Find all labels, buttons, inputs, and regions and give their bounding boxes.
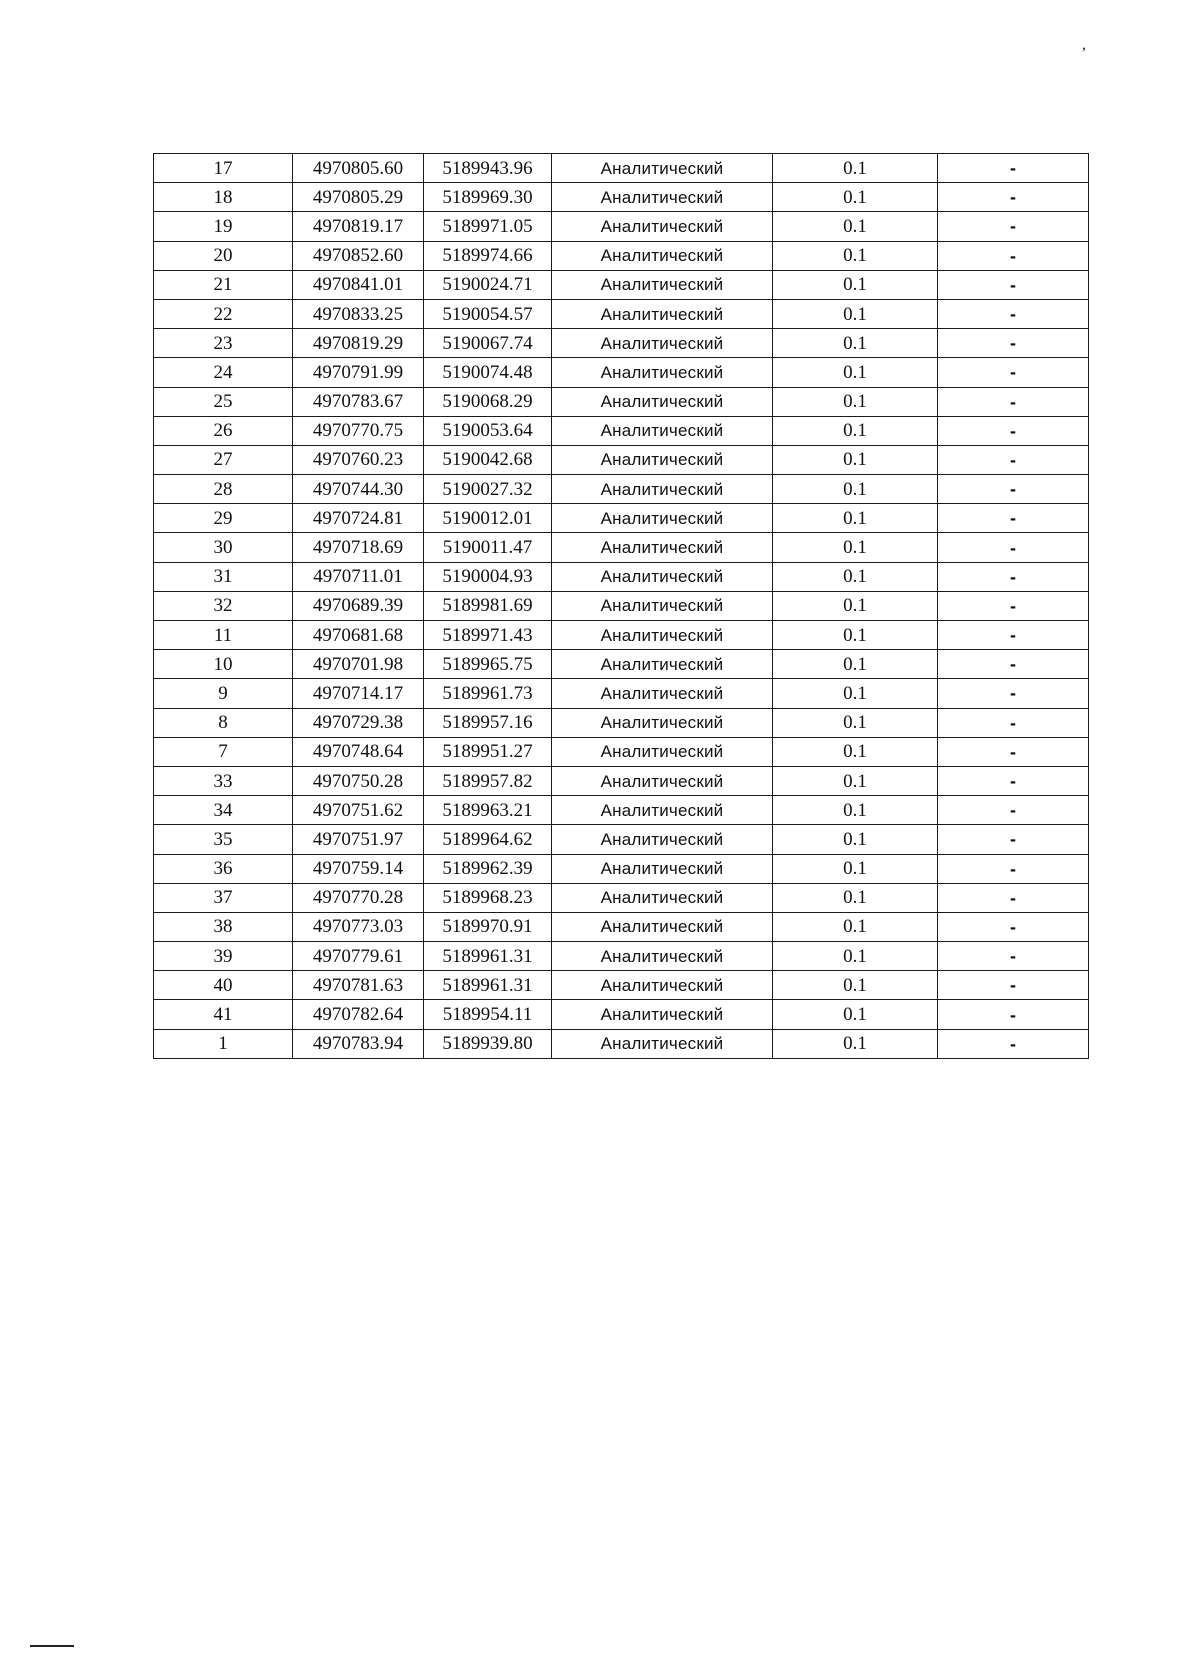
table-row — [154, 766, 1089, 795]
table-row — [154, 270, 1089, 299]
table-row — [154, 971, 1089, 1000]
x-coordinate-cell: 4970779.61 — [293, 942, 424, 971]
note-cell: - — [938, 445, 1089, 474]
note-cell: - — [938, 737, 1089, 766]
y-coordinate-cell: 5190068.29 — [424, 387, 552, 416]
point-number-cell: 1 — [154, 1029, 293, 1058]
method-cell: Аналитический — [552, 621, 773, 650]
table-row — [154, 416, 1089, 445]
note-cell: - — [938, 416, 1089, 445]
accuracy-cell: 0.1 — [773, 825, 938, 854]
method-cell: Аналитический — [552, 766, 773, 795]
point-number-cell: 33 — [154, 766, 293, 795]
y-coordinate-cell: 5190053.64 — [424, 416, 552, 445]
note-cell: - — [938, 504, 1089, 533]
y-coordinate-cell: 5190011.47 — [424, 533, 552, 562]
note-cell: - — [938, 475, 1089, 504]
table-row — [154, 387, 1089, 416]
point-number-cell: 10 — [154, 650, 293, 679]
y-coordinate-cell: 5190027.32 — [424, 475, 552, 504]
x-coordinate-cell: 4970681.68 — [293, 621, 424, 650]
x-coordinate-cell: 4970782.64 — [293, 1000, 424, 1029]
table-row — [154, 504, 1089, 533]
point-number-cell: 20 — [154, 241, 293, 270]
table-row — [154, 825, 1089, 854]
table-row — [154, 912, 1089, 941]
method-cell: Аналитический — [552, 737, 773, 766]
table-row — [154, 650, 1089, 679]
x-coordinate-cell: 4970701.98 — [293, 650, 424, 679]
point-number-cell: 19 — [154, 212, 293, 241]
table-row — [154, 562, 1089, 591]
point-number-cell: 11 — [154, 621, 293, 650]
point-number-cell: 8 — [154, 708, 293, 737]
x-coordinate-cell: 4970711.01 — [293, 562, 424, 591]
point-number-cell: 32 — [154, 591, 293, 620]
footnote-rule — [30, 1645, 74, 1647]
x-coordinate-cell: 4970759.14 — [293, 854, 424, 883]
note-cell: - — [938, 854, 1089, 883]
accuracy-cell: 0.1 — [773, 212, 938, 241]
table-row — [154, 241, 1089, 270]
accuracy-cell: 0.1 — [773, 445, 938, 474]
y-coordinate-cell: 5189981.69 — [424, 591, 552, 620]
table-row — [154, 475, 1089, 504]
accuracy-cell: 0.1 — [773, 796, 938, 825]
y-coordinate-cell: 5189971.43 — [424, 621, 552, 650]
accuracy-cell: 0.1 — [773, 329, 938, 358]
accuracy-cell: 0.1 — [773, 1029, 938, 1058]
table-row — [154, 329, 1089, 358]
point-number-cell: 41 — [154, 1000, 293, 1029]
method-cell: Аналитический — [552, 1029, 773, 1058]
note-cell: - — [938, 621, 1089, 650]
table-row — [154, 591, 1089, 620]
note-cell: - — [938, 971, 1089, 1000]
note-cell: - — [938, 708, 1089, 737]
table-row — [154, 854, 1089, 883]
x-coordinate-cell: 4970791.99 — [293, 358, 424, 387]
y-coordinate-cell: 5190012.01 — [424, 504, 552, 533]
y-coordinate-cell: 5190042.68 — [424, 445, 552, 474]
point-number-cell: 30 — [154, 533, 293, 562]
accuracy-cell: 0.1 — [773, 883, 938, 912]
y-coordinate-cell: 5189974.66 — [424, 241, 552, 270]
point-number-cell: 37 — [154, 883, 293, 912]
method-cell: Аналитический — [552, 650, 773, 679]
method-cell: Аналитический — [552, 154, 773, 183]
point-number-cell: 18 — [154, 183, 293, 212]
note-cell: - — [938, 679, 1089, 708]
point-number-cell: 7 — [154, 737, 293, 766]
x-coordinate-cell: 4970819.17 — [293, 212, 424, 241]
table-row — [154, 1000, 1089, 1029]
y-coordinate-cell: 5189969.30 — [424, 183, 552, 212]
accuracy-cell: 0.1 — [773, 270, 938, 299]
x-coordinate-cell: 4970748.64 — [293, 737, 424, 766]
y-coordinate-cell: 5190004.93 — [424, 562, 552, 591]
point-number-cell: 28 — [154, 475, 293, 504]
coordinates-table-body — [154, 154, 1089, 1059]
y-coordinate-cell: 5189970.91 — [424, 912, 552, 941]
accuracy-cell: 0.1 — [773, 971, 938, 1000]
note-cell: - — [938, 562, 1089, 591]
point-number-cell: 21 — [154, 270, 293, 299]
table-row — [154, 212, 1089, 241]
table-row — [154, 533, 1089, 562]
point-number-cell: 22 — [154, 299, 293, 328]
accuracy-cell: 0.1 — [773, 475, 938, 504]
method-cell: Аналитический — [552, 358, 773, 387]
method-cell: Аналитический — [552, 270, 773, 299]
method-cell: Аналитический — [552, 883, 773, 912]
y-coordinate-cell: 5189965.75 — [424, 650, 552, 679]
y-coordinate-cell: 5189962.39 — [424, 854, 552, 883]
y-coordinate-cell: 5189968.23 — [424, 883, 552, 912]
accuracy-cell: 0.1 — [773, 708, 938, 737]
accuracy-cell: 0.1 — [773, 942, 938, 971]
point-number-cell: 26 — [154, 416, 293, 445]
point-number-cell: 17 — [154, 154, 293, 183]
x-coordinate-cell: 4970760.23 — [293, 445, 424, 474]
method-cell: Аналитический — [552, 212, 773, 241]
note-cell: - — [938, 912, 1089, 941]
corner-mark: , — [1082, 36, 1086, 53]
method-cell: Аналитический — [552, 329, 773, 358]
x-coordinate-cell: 4970805.60 — [293, 154, 424, 183]
accuracy-cell: 0.1 — [773, 1000, 938, 1029]
accuracy-cell: 0.1 — [773, 387, 938, 416]
x-coordinate-cell: 4970783.67 — [293, 387, 424, 416]
table-row — [154, 942, 1089, 971]
method-cell: Аналитический — [552, 796, 773, 825]
method-cell: Аналитический — [552, 971, 773, 1000]
method-cell: Аналитический — [552, 591, 773, 620]
method-cell: Аналитический — [552, 1000, 773, 1029]
y-coordinate-cell: 5190074.48 — [424, 358, 552, 387]
y-coordinate-cell: 5189961.31 — [424, 942, 552, 971]
y-coordinate-cell: 5189971.05 — [424, 212, 552, 241]
method-cell: Аналитический — [552, 241, 773, 270]
x-coordinate-cell: 4970718.69 — [293, 533, 424, 562]
y-coordinate-cell: 5189957.82 — [424, 766, 552, 795]
method-cell: Аналитический — [552, 299, 773, 328]
method-cell: Аналитический — [552, 854, 773, 883]
y-coordinate-cell: 5189964.62 — [424, 825, 552, 854]
table-row — [154, 883, 1089, 912]
x-coordinate-cell: 4970714.17 — [293, 679, 424, 708]
table-row — [154, 358, 1089, 387]
method-cell: Аналитический — [552, 708, 773, 737]
table-row — [154, 183, 1089, 212]
accuracy-cell: 0.1 — [773, 299, 938, 328]
table-row — [154, 299, 1089, 328]
accuracy-cell: 0.1 — [773, 241, 938, 270]
method-cell: Аналитический — [552, 387, 773, 416]
note-cell: - — [938, 270, 1089, 299]
note-cell: - — [938, 154, 1089, 183]
point-number-cell: 34 — [154, 796, 293, 825]
x-coordinate-cell: 4970729.38 — [293, 708, 424, 737]
x-coordinate-cell: 4970781.63 — [293, 971, 424, 1000]
method-cell: Аналитический — [552, 416, 773, 445]
point-number-cell: 23 — [154, 329, 293, 358]
x-coordinate-cell: 4970841.01 — [293, 270, 424, 299]
note-cell: - — [938, 650, 1089, 679]
point-number-cell: 31 — [154, 562, 293, 591]
x-coordinate-cell: 4970819.29 — [293, 329, 424, 358]
method-cell: Аналитический — [552, 825, 773, 854]
point-number-cell: 36 — [154, 854, 293, 883]
accuracy-cell: 0.1 — [773, 679, 938, 708]
note-cell: - — [938, 533, 1089, 562]
method-cell: Аналитический — [552, 679, 773, 708]
x-coordinate-cell: 4970751.62 — [293, 796, 424, 825]
y-coordinate-cell: 5189961.73 — [424, 679, 552, 708]
method-cell: Аналитический — [552, 445, 773, 474]
table-row — [154, 796, 1089, 825]
accuracy-cell: 0.1 — [773, 504, 938, 533]
accuracy-cell: 0.1 — [773, 766, 938, 795]
y-coordinate-cell: 5190054.57 — [424, 299, 552, 328]
note-cell: - — [938, 329, 1089, 358]
accuracy-cell: 0.1 — [773, 183, 938, 212]
accuracy-cell: 0.1 — [773, 358, 938, 387]
method-cell: Аналитический — [552, 183, 773, 212]
x-coordinate-cell: 4970770.28 — [293, 883, 424, 912]
note-cell: - — [938, 387, 1089, 416]
point-number-cell: 29 — [154, 504, 293, 533]
y-coordinate-cell: 5189951.27 — [424, 737, 552, 766]
point-number-cell: 38 — [154, 912, 293, 941]
y-coordinate-cell: 5190067.74 — [424, 329, 552, 358]
point-number-cell: 27 — [154, 445, 293, 474]
method-cell: Аналитический — [552, 912, 773, 941]
table-row — [154, 708, 1089, 737]
y-coordinate-cell: 5189943.96 — [424, 154, 552, 183]
x-coordinate-cell: 4970744.30 — [293, 475, 424, 504]
y-coordinate-cell: 5189954.11 — [424, 1000, 552, 1029]
table-row — [154, 737, 1089, 766]
method-cell: Аналитический — [552, 562, 773, 591]
note-cell: - — [938, 766, 1089, 795]
note-cell: - — [938, 183, 1089, 212]
coordinates-table — [153, 153, 1089, 1059]
note-cell: - — [938, 942, 1089, 971]
accuracy-cell: 0.1 — [773, 621, 938, 650]
accuracy-cell: 0.1 — [773, 912, 938, 941]
accuracy-cell: 0.1 — [773, 591, 938, 620]
x-coordinate-cell: 4970783.94 — [293, 1029, 424, 1058]
point-number-cell: 24 — [154, 358, 293, 387]
y-coordinate-cell: 5189957.16 — [424, 708, 552, 737]
method-cell: Аналитический — [552, 533, 773, 562]
accuracy-cell: 0.1 — [773, 416, 938, 445]
note-cell: - — [938, 299, 1089, 328]
point-number-cell: 40 — [154, 971, 293, 1000]
accuracy-cell: 0.1 — [773, 737, 938, 766]
x-coordinate-cell: 4970805.29 — [293, 183, 424, 212]
x-coordinate-cell: 4970750.28 — [293, 766, 424, 795]
x-coordinate-cell: 4970773.03 — [293, 912, 424, 941]
point-number-cell: 9 — [154, 679, 293, 708]
x-coordinate-cell: 4970689.39 — [293, 591, 424, 620]
x-coordinate-cell: 4970770.75 — [293, 416, 424, 445]
note-cell: - — [938, 212, 1089, 241]
point-number-cell: 39 — [154, 942, 293, 971]
x-coordinate-cell: 4970833.25 — [293, 299, 424, 328]
method-cell: Аналитический — [552, 475, 773, 504]
note-cell: - — [938, 1029, 1089, 1058]
accuracy-cell: 0.1 — [773, 650, 938, 679]
y-coordinate-cell: 5189939.80 — [424, 1029, 552, 1058]
table-row — [154, 679, 1089, 708]
table-row — [154, 1029, 1089, 1058]
table-row — [154, 445, 1089, 474]
note-cell: - — [938, 591, 1089, 620]
note-cell: - — [938, 358, 1089, 387]
note-cell: - — [938, 825, 1089, 854]
note-cell: - — [938, 1000, 1089, 1029]
accuracy-cell: 0.1 — [773, 562, 938, 591]
accuracy-cell: 0.1 — [773, 854, 938, 883]
accuracy-cell: 0.1 — [773, 154, 938, 183]
method-cell: Аналитический — [552, 504, 773, 533]
x-coordinate-cell: 4970852.60 — [293, 241, 424, 270]
table-row — [154, 154, 1089, 183]
x-coordinate-cell: 4970751.97 — [293, 825, 424, 854]
y-coordinate-cell: 5190024.71 — [424, 270, 552, 299]
x-coordinate-cell: 4970724.81 — [293, 504, 424, 533]
note-cell: - — [938, 883, 1089, 912]
note-cell: - — [938, 796, 1089, 825]
point-number-cell: 25 — [154, 387, 293, 416]
table-row — [154, 621, 1089, 650]
accuracy-cell: 0.1 — [773, 533, 938, 562]
note-cell: - — [938, 241, 1089, 270]
y-coordinate-cell: 5189963.21 — [424, 796, 552, 825]
point-number-cell: 35 — [154, 825, 293, 854]
method-cell: Аналитический — [552, 942, 773, 971]
y-coordinate-cell: 5189961.31 — [424, 971, 552, 1000]
